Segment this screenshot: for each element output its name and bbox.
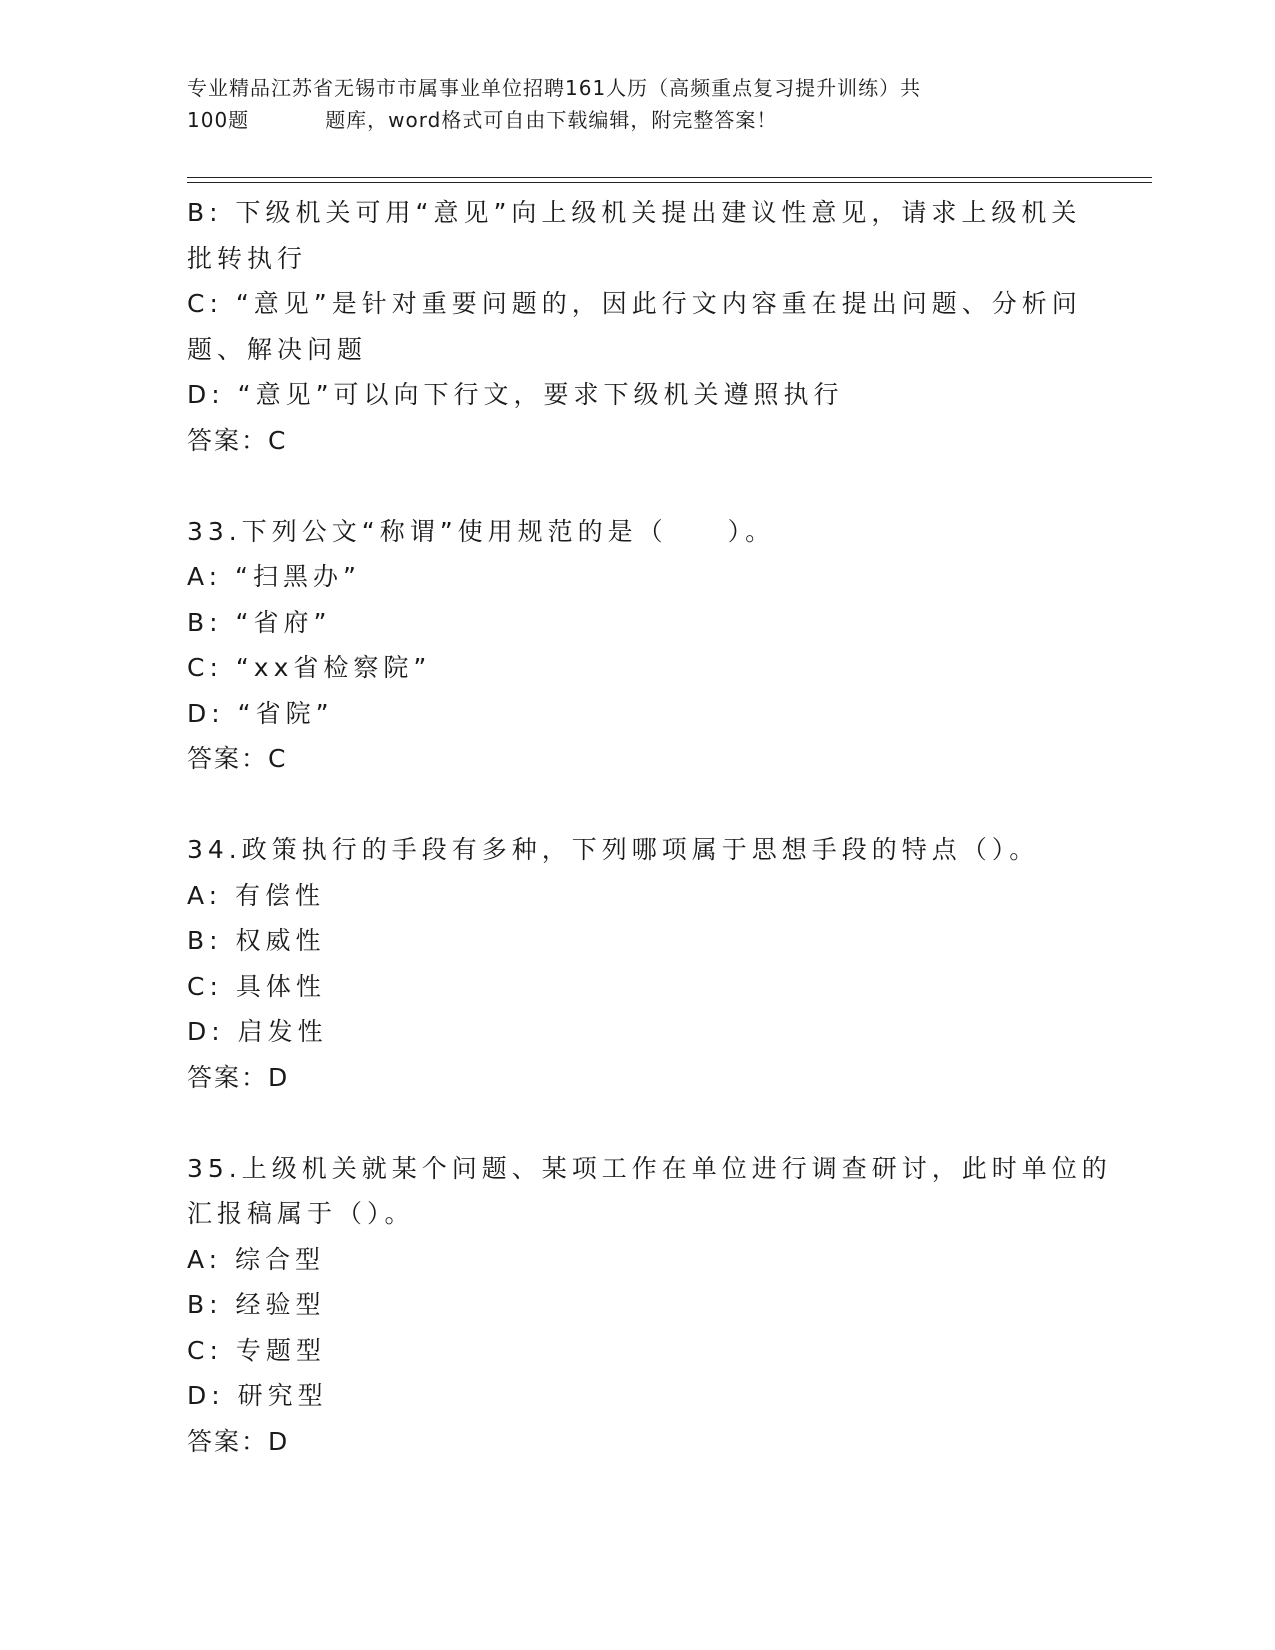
header-question-count: 100题 [187,108,250,132]
q34-option-b: B: 权威性 [187,926,326,955]
q35-option-b: B: 经验型 [187,1290,326,1319]
q34-option-a: A: 有偿性 [187,880,326,910]
q35-option-d: D: 研究型 [187,1381,328,1410]
q33-answer: 答案：C [187,744,288,773]
question-content [187,190,1112,1464]
prev-answer: 答案：C [187,425,288,455]
q33-option-d: D: “省院” [187,698,334,728]
header-divider-top [187,177,1152,178]
q33-option-c: C: “xx省检察院” [187,653,432,682]
header-title-line2 [187,104,1087,136]
q33-stem: 33.下列公文“称谓”使用规范的是（ ）。 [187,516,776,546]
q35-option-c: C: 专题型 [187,1335,326,1365]
q34-stem: 34.政策执行的手段有多种，下列哪项属于思想手段的特点（）。 [187,835,1040,864]
q34-answer: 答案：D [187,1062,290,1092]
q35-stem-line2: 汇报稿属于（）。 [187,1199,415,1228]
prev-option-b-line2: 批转执行 [187,243,308,273]
header-subtitle: 题库，word格式可自由下载编辑，附完整答案！ [325,108,778,132]
header-title-line1: 专业精品江苏省无锡市市属事业单位招聘161人历（高频重点复习提升训练）共 [187,76,922,100]
prev-option-b-line1: B: 下级机关可用“意见”向上级机关提出建议性意见，请求上级机关 [187,198,1082,227]
q33-option-b: B: “省府” [187,607,332,637]
prev-option-d: D: “意见”可以向下行文，要求下级机关遵照执行 [187,380,844,409]
q34-option-c: C: 具体性 [187,971,326,1001]
q35-answer: 答案：D [187,1426,290,1456]
page-header [187,72,1087,136]
q35-stem-line1: 35.上级机关就某个问题、某项工作在单位进行调查研讨，此时单位的 [187,1153,1112,1183]
q34-option-d: D: 启发性 [187,1017,328,1046]
q33-option-a: A: “扫黑办” [187,562,361,591]
header-divider-bottom [187,182,1152,183]
q35-option-a: A: 综合型 [187,1244,326,1274]
prev-option-c-line1: C: “意见”是针对重要问题的，因此行文内容重在提出问题、分析问 [187,289,1082,318]
prev-option-c-line2: 题、解决问题 [187,334,368,364]
